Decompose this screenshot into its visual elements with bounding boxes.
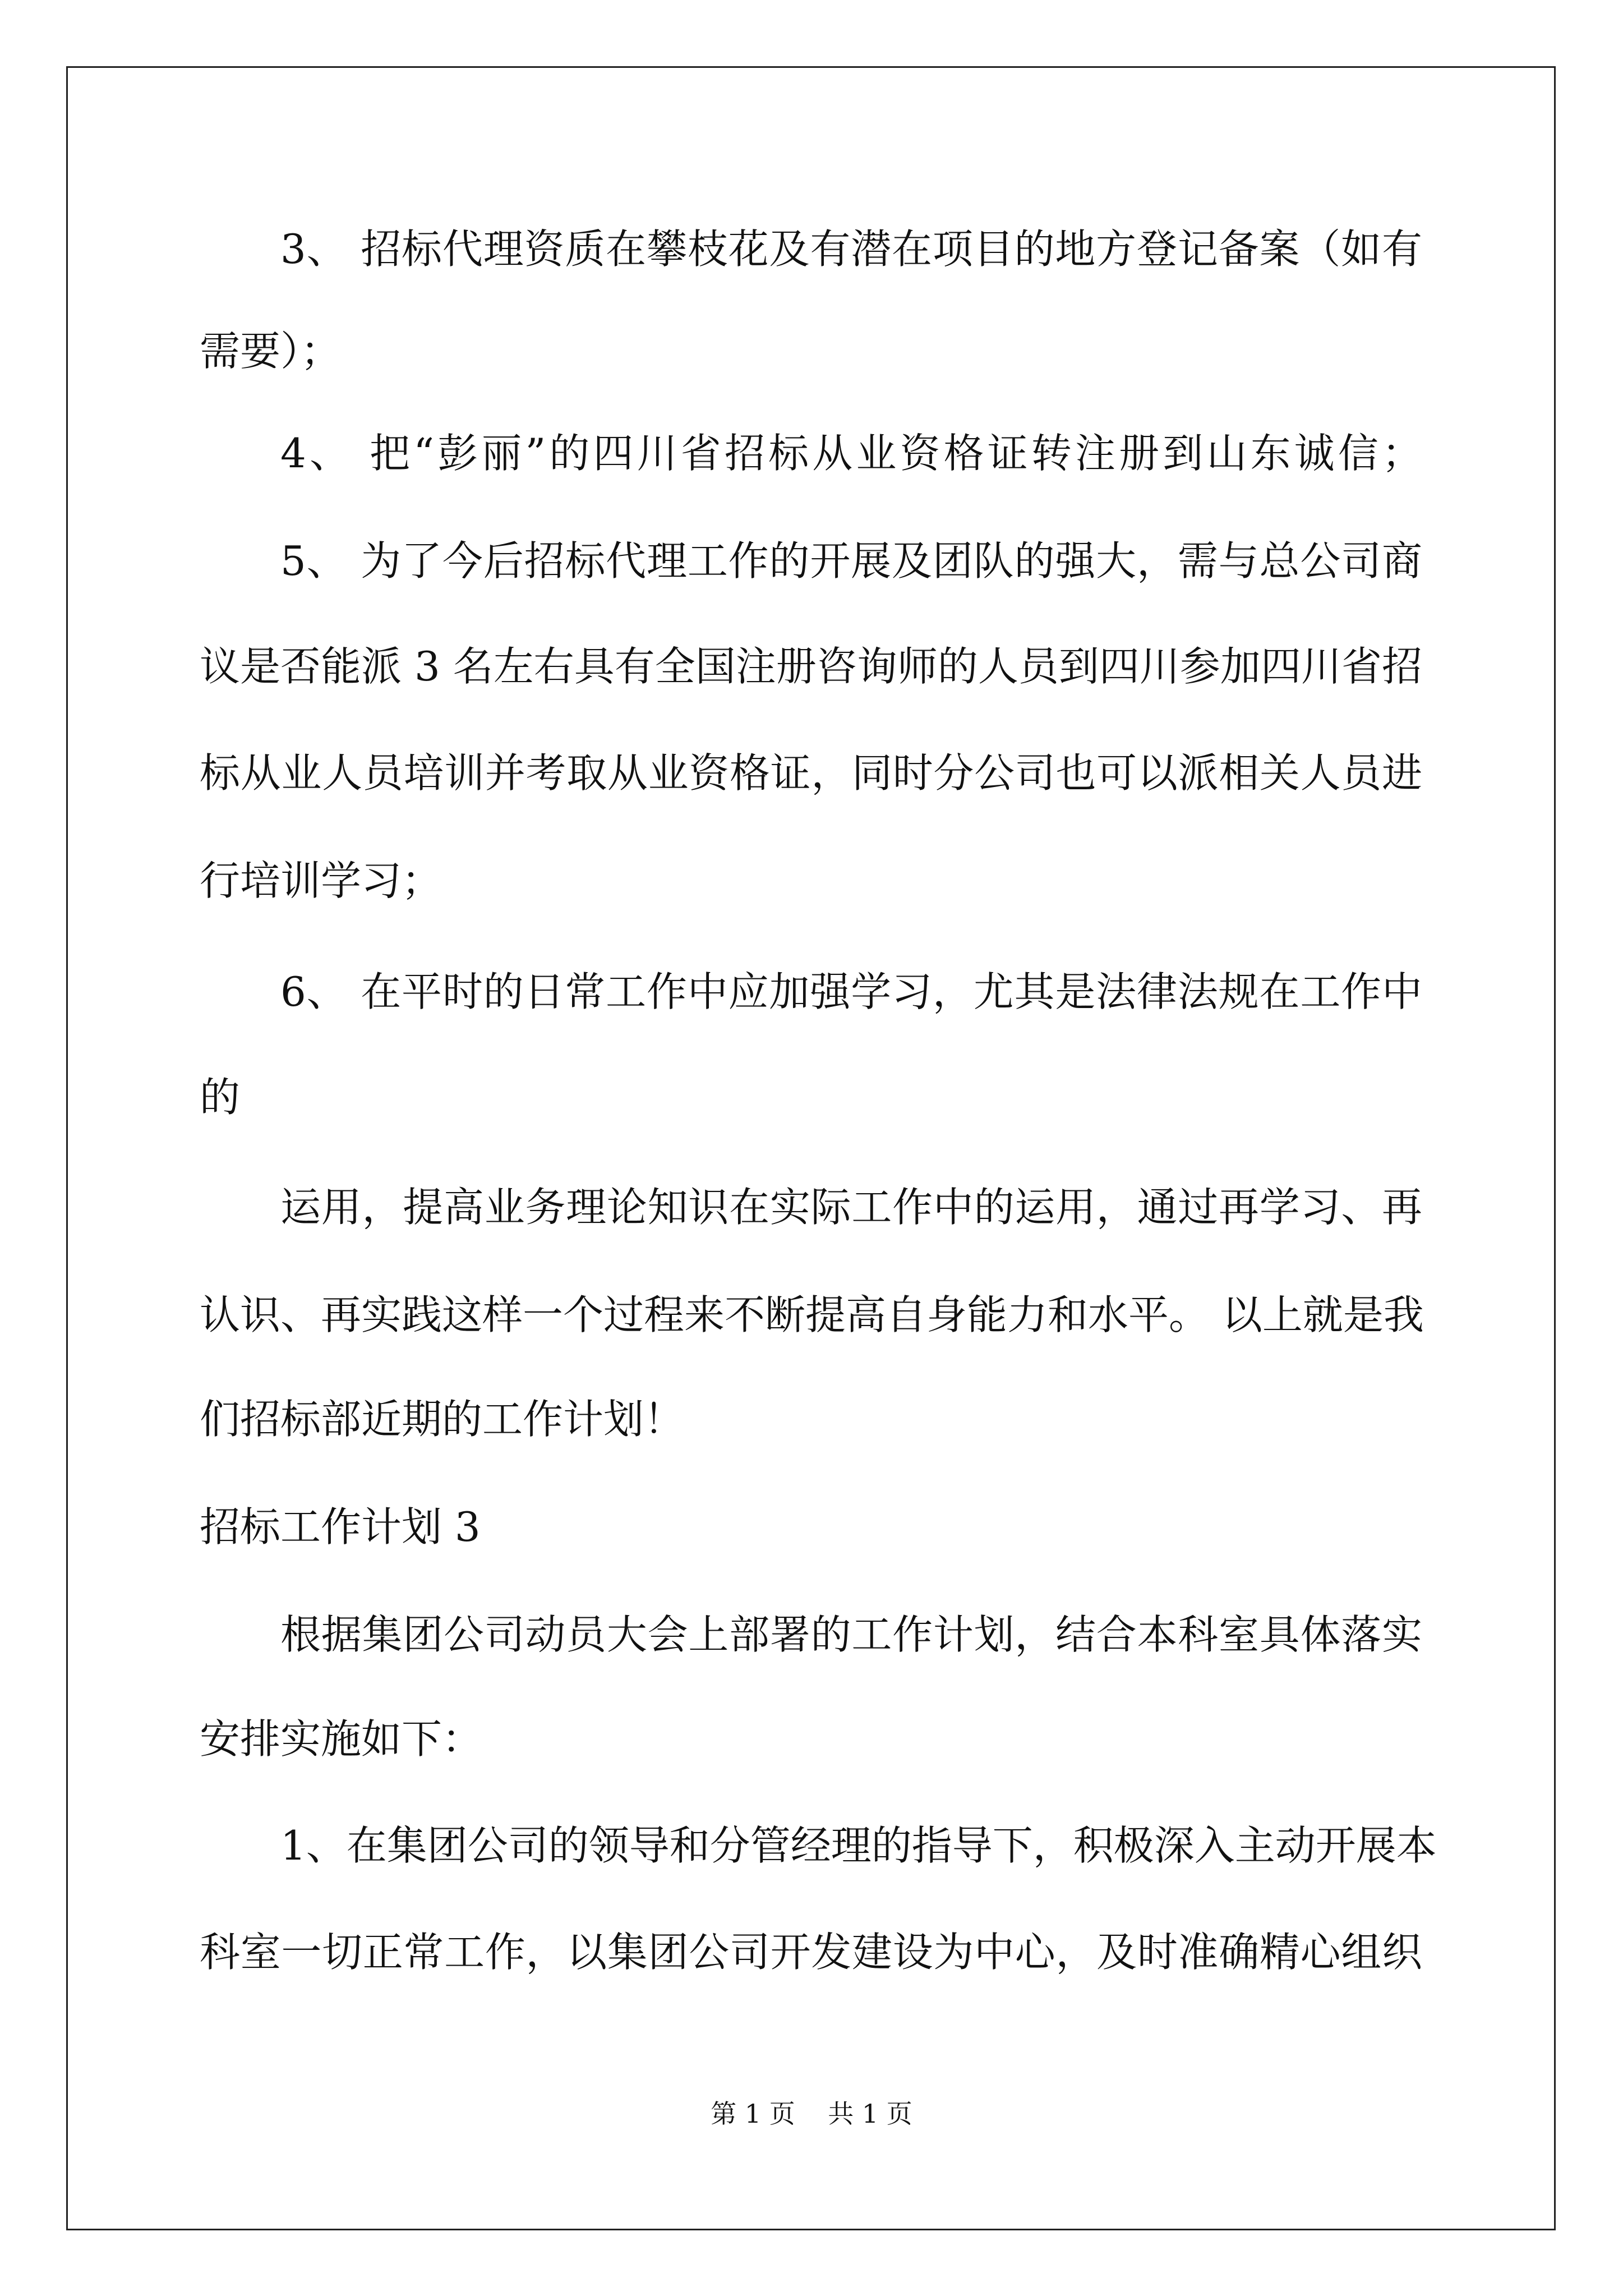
paragraph-line-point1-cont: 科室一切正常工作，以集团公司开发建设为中心，及时准确精心组织 xyxy=(200,1929,1422,1976)
paragraph-line-item3-cont: 需要）； xyxy=(200,328,342,375)
section-heading: 招标工作计划 3 xyxy=(200,1503,481,1550)
paragraph-line-usage-cont2: 们招标部近期的工作计划！ xyxy=(200,1396,685,1443)
paragraph-line-usage: 运用，提高业务理论知识在实际工作中的运用，通过再学习、再 xyxy=(280,1184,1422,1231)
paragraph-line-item5-cont1: 议是否能派 3 名左右具有全国注册咨询师的人员到四川参加四川省招 xyxy=(200,643,1422,690)
paragraph-line-intro-cont: 安排实施如下： xyxy=(200,1715,483,1763)
page-border xyxy=(66,66,1556,2230)
paragraph-line-item3: 3、 招标代理资质在攀枝花及有潜在项目的地方登记备案（如有 xyxy=(280,226,1422,273)
paragraph-line-usage-cont1: 认识、再实践这样一个过程来不断提高自身能力和水平。 以上就是我 xyxy=(200,1291,1424,1338)
page-footer: 第 1 页 共 1 页 xyxy=(711,2099,912,2129)
paragraph-line-item6: 6、 在平时的日常工作中应加强学习，尤其是法律法规在工作中 xyxy=(280,968,1422,1015)
paragraph-line-item4: 4、 把“彭丽”的四川省招标从业资格证转注册到山东诚信； xyxy=(280,430,1422,477)
paragraph-line-intro: 根据集团公司动员大会上部署的工作计划，结合本科室具体落实 xyxy=(280,1611,1422,1658)
paragraph-line-point1: 1、在集团公司的领导和分管经理的指导下，积极深入主动开展本 xyxy=(280,1822,1437,1869)
paragraph-line-item5-cont3: 行培训学习； xyxy=(200,857,442,904)
paragraph-line-item6-cont: 的 xyxy=(200,1074,241,1121)
paragraph-line-item5: 5、 为了今后招标代理工作的开展及团队的强大，需与总公司商 xyxy=(280,537,1422,585)
paragraph-line-item5-cont2: 标从业人员培训并考取从业资格证，同时分公司也可以派相关人员进 xyxy=(200,749,1422,797)
